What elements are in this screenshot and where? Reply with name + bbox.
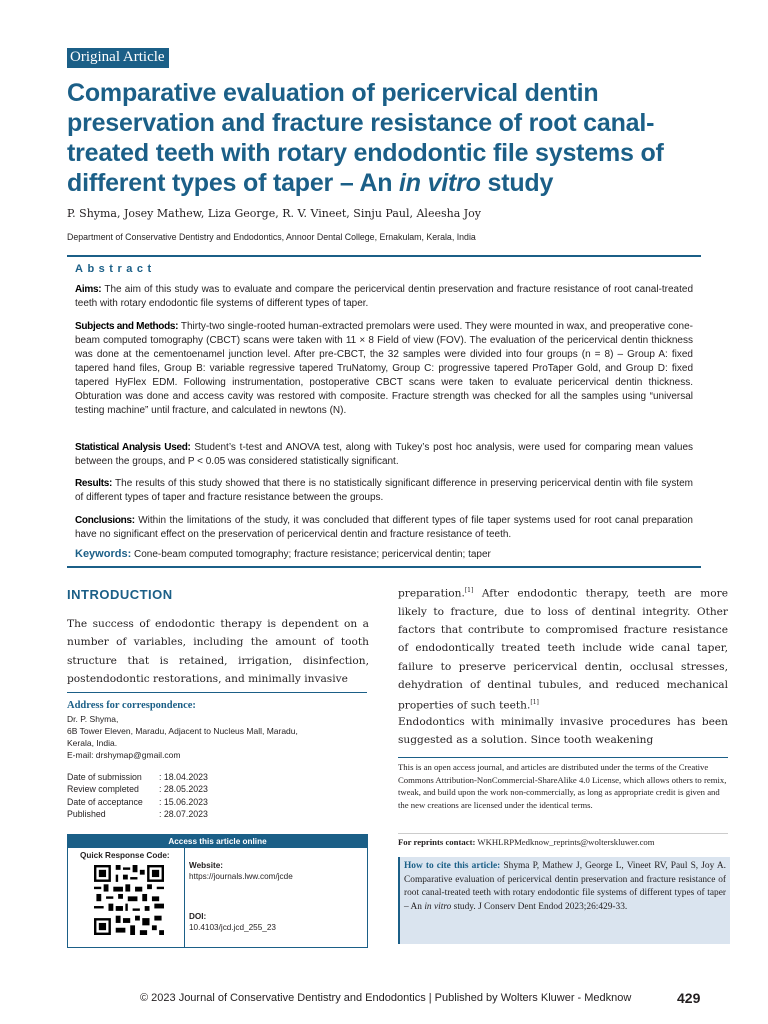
date-label: Review completed: [67, 784, 139, 795]
correspondence-details: [67, 713, 367, 761]
page-number: 429: [677, 990, 701, 1006]
intro-right-paragraph-2: Endodontics with minimally invasive procedures has been suggested as a solution. Since tooth weakening: [398, 716, 728, 747]
abstract-results: [75, 477, 693, 505]
abstract-conclusions: [75, 514, 693, 542]
citation-text: [404, 860, 726, 914]
reprints-line: [398, 833, 728, 847]
address-line: Kerala, India.: [67, 738, 118, 748]
title-text: Comparative evaluation of pericervical dentin preservation and fracture resistance of root canal-treated teeth with rotary endodontic file systems of different types of taper – An: [67, 79, 664, 197]
reference-link[interactable]: [1]: [464, 587, 474, 594]
keywords-text: Cone-beam computed tomography; fracture resistance; pericervical dentin; taper: [131, 549, 491, 560]
correspondence-rule: [67, 692, 367, 693]
qr-code-icon[interactable]: [94, 865, 164, 935]
access-article-box: [67, 834, 368, 948]
stats-text: Student’s t-test and ANOVA test, along with Tukey’s post hoc analysis, were used for comparing mean values between the groups, and P < 0.05 was considered statistically significant.: [75, 442, 694, 467]
methods-label: Subjects and Methods:: [75, 321, 179, 332]
date-label: Published: [67, 808, 106, 819]
stats-label: Statistical Analysis Used:: [75, 442, 191, 453]
doi-block: [189, 911, 276, 933]
intro-right-paragraph-1: [398, 582, 728, 715]
aims-text: The aim of this study was to evaluate and compare the pericervical dentin preservation and fracture resistance of root canal-treated teeth with rotary endodontic file systems of different types of taper.: [75, 284, 693, 309]
abstract-aims: [75, 283, 693, 311]
access-heading: Access this article online: [68, 835, 367, 848]
conclusions-label: Conclusions:: [75, 515, 135, 526]
page-footer: © 2023 Journal of Conservative Dentistry and Endodontics | Published by Wolters Kluwer - Medknow: [140, 992, 632, 1004]
citation-box: [398, 857, 730, 944]
publication-dates: [67, 771, 208, 820]
qr-label: Quick Response Code:: [80, 851, 170, 860]
reprints-label: For reprints contact:: [398, 837, 476, 847]
abstract-heading: Abstract: [75, 263, 156, 275]
website-label: Website:: [189, 861, 223, 870]
abstract-bottom-rule: [67, 566, 701, 568]
citation-body: Shyma P, Mathew J, George L, Vineet RV, Paul S, Joy A. Comparative evaluation of pericervical dentin preservation and fracture resistance of root canal-treated teeth with rotary endodontic file systems of different types of taper – An: [404, 861, 726, 912]
keywords-label: Keywords:: [75, 548, 132, 560]
date-value: : 28.07.2023: [159, 808, 208, 819]
date-row: [67, 796, 208, 808]
website-link[interactable]: https://journals.lww.com/jcde: [189, 872, 293, 881]
results-text: The results of this study showed that there is no statistically significant difference in preserving pericervical dentin with file system of different types of taper and fracture resistance between the groups.: [75, 478, 693, 503]
abstract-keywords: [75, 547, 693, 562]
abstract-top-rule: [67, 255, 701, 257]
date-row: [67, 771, 208, 783]
results-label: Results:: [75, 478, 113, 489]
doi-link[interactable]: 10.4103/jcd.jcd_255_23: [189, 923, 276, 932]
date-value: : 18.04.2023: [159, 772, 208, 782]
date-value: : 28.05.2023: [159, 784, 208, 795]
introduction-heading: INTRODUCTION: [67, 587, 173, 602]
intro-text-a: preparation.: [398, 587, 465, 600]
affiliation: Department of Conservative Dentistry and Endodontics, Annoor Dental College, Ernakulam, Kerala, India: [67, 232, 476, 242]
title-italic: in vitro: [399, 169, 481, 197]
author-list: P. Shyma, Josey Mathew, Liza George, R. V. Vineet, Sinju Paul, Aleesha Joy: [67, 207, 481, 220]
correspondence-heading: Address for correspondence:: [67, 700, 196, 711]
access-divider: [184, 848, 185, 947]
correspondence-email[interactable]: E-mail: drshymap@gmail.com: [67, 750, 181, 760]
reference-link[interactable]: [1]: [530, 699, 539, 707]
methods-text: Thirty-two single-rooted human-extracted premolars were used. They were mounted in wax, and preoperative cone-beam computed tomography (CBCT) scans were taken with 11 × 8 Field of view (FOV). The evaluation of the pericervical dentin thickness was done at the cementoenamel junction level. After pre-CBCT, the 32 samples were divided into four groups (n = 8) – Group A: fixed tapered hand files, Group B: variable regressive tapered TruNatomy, Group C: progressive tapered ProTaper Gold, and Group D: fixed tapered HyFlex EDM. Following instrumentation, postoperative CBCT scans were taken to evaluate pericervical dentin thickness. Obturation was done and access cavity was restored with composite. Fracture strength was checked for all the samples using “universal testing machine” until fracture, and calculated in newtons (N).: [75, 321, 693, 416]
date-row: [67, 808, 208, 820]
date-label: Date of acceptance: [67, 796, 143, 807]
article-title: [67, 78, 727, 198]
date-value: : 15.06.2023: [159, 796, 208, 807]
intro-left-paragraph: The success of endodontic therapy is dependent on a number of variables, including the amount of tooth structure that is retained, irrigation, disinfection, postendodontic restorations, and minimally invasive: [67, 618, 369, 685]
citation-label: How to cite this article:: [404, 861, 501, 871]
citation-end: study. J Conserv Dent Endod 2023;26:429-33.: [451, 901, 628, 912]
title-end: study: [480, 169, 554, 197]
citation-italic: in vitro: [424, 901, 452, 912]
website-block: [189, 860, 293, 882]
article-type-badge: Original Article: [67, 48, 169, 68]
date-row: [67, 783, 208, 795]
license-notice: This is an open access journal, and articles are distributed under the terms of the Creative Commons Attribution-NonCommercial-ShareAlike 4.0 License, which allows others to remix, tweak, and build upon the work non-commercially, as long as appropriate credit is given and the new creations are licensed under the identical terms.: [398, 757, 728, 811]
conclusions-text: Within the limitations of the study, it was concluded that different types of file taper systems used for root canal preparation have no significant effect on the preservation of pericervical dentin and fracture resistance of teeth.: [75, 515, 693, 540]
correspondent-name: Dr. P. Shyma,: [67, 714, 119, 724]
abstract-stats: [75, 441, 693, 469]
aims-label: Aims:: [75, 284, 102, 295]
intro-text-b: After endodontic therapy, teeth are more likely to fracture, due to loss of dentinal integrity. Other factors that contribute to compromised fracture resistance of endodontically treated teeth include wide canal taper, failure to preserve pericervical dentin, occlusal stresses, dehydration of dentinal tubules, and reduced mechanical properties of such teeth.: [398, 587, 728, 712]
reprints-email[interactable]: WKHLRPMedknow_reprints@wolterskluwer.com: [475, 837, 655, 847]
abstract-methods: [75, 320, 693, 418]
doi-label: DOI:: [189, 912, 207, 921]
date-label: Date of submission: [67, 772, 142, 782]
address-line: 6B Tower Eleven, Maradu, Adjacent to Nucleus Mall, Maradu,: [67, 726, 298, 736]
